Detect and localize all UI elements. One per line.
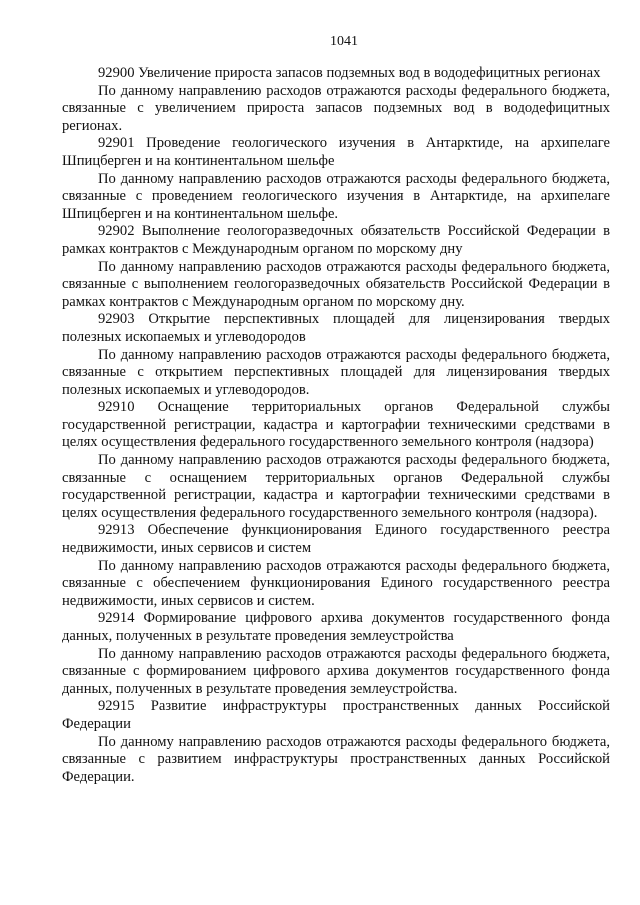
document-page <box>62 33 610 786</box>
entry-92913 <box>62 522 610 610</box>
entry-heading: 92910 Оснащение территориальных органов Федеральной службы государственной регистрации, кадастра и картографии техническими средствами в целях осуществления федерального государственного земельного контроля (надзора) <box>62 399 610 451</box>
entry-body: По данному направлению расходов отражаются расходы федерального бюджета, связанные с выполнением геологоразведочных обязательств Российской Федерации в рамках контрактов с Международным органом по морскому дну. <box>62 258 610 310</box>
entry-heading: 92901 Проведение геологического изучения в Антарктиде, на архипелаге Шпицберген и на континентальном шельфе <box>62 135 610 169</box>
entry-body: По данному направлению расходов отражаются расходы федерального бюджета, связанные с оснащением территориальных органов Федеральной службы государственной регистрации, кадастра и картографии техническими средствами в целях осуществления федерального государственного земельного контроля (надзора). <box>62 452 610 521</box>
entry-heading: 92902 Выполнение геологоразведочных обязательств Российской Федерации в рамках контрактов с Международным органом по морскому дну <box>62 223 610 257</box>
entry-92901 <box>62 135 610 223</box>
entry-heading: 92903 Открытие перспективных площадей для лицензирования твердых полезных ископаемых и углеводородов <box>62 311 610 345</box>
entry-body: По данному направлению расходов отражаются расходы федерального бюджета, связанные с увеличением прироста запасов подземных вод в вододефицитных регионах. <box>62 82 610 134</box>
entry-92900 <box>62 65 610 135</box>
entry-body: По данному направлению расходов отражаются расходы федерального бюджета, связанные с формированием цифрового архива документов государственного фонда данных, полученных в результате проведения землеустройства. <box>62 645 610 697</box>
entry-body: По данному направлению расходов отражаются расходы федерального бюджета, связанные с проведением геологического изучения в Антарктиде, на архипелаге Шпицберген и на континентальном шельфе. <box>62 170 610 222</box>
entry-body: По данному направлению расходов отражаются расходы федерального бюджета, связанные с развитием инфраструктуры пространственных данных Российской Федерации. <box>62 733 610 785</box>
entry-body: По данному направлению расходов отражаются расходы федерального бюджета, связанные с обеспечением функционирования Единого государственного реестра недвижимости, иных сервисов и систем. <box>62 557 610 609</box>
entry-heading: 92915 Развитие инфраструктуры пространственных данных Российской Федерации <box>62 698 610 732</box>
entry-92910 <box>62 399 610 522</box>
entry-heading: 92900 Увеличение прироста запасов подземных вод в вододефицитных регионах <box>98 65 601 81</box>
entry-92903 <box>62 311 610 399</box>
entry-92915 <box>62 698 610 786</box>
entry-92902 <box>62 223 610 311</box>
page-number: 1041 <box>330 34 358 49</box>
entry-heading: 92914 Формирование цифрового архива документов государственного фонда данных, полученных в результате проведения землеустройства <box>62 610 610 644</box>
entry-body: По данному направлению расходов отражаются расходы федерального бюджета, связанные с открытием перспективных площадей для лицензирования твердых полезных ископаемых и углеводородов. <box>62 346 610 398</box>
entry-heading: 92913 Обеспечение функционирования Единого государственного реестра недвижимости, иных сервисов и систем <box>62 522 610 557</box>
entry-92914 <box>62 610 610 698</box>
